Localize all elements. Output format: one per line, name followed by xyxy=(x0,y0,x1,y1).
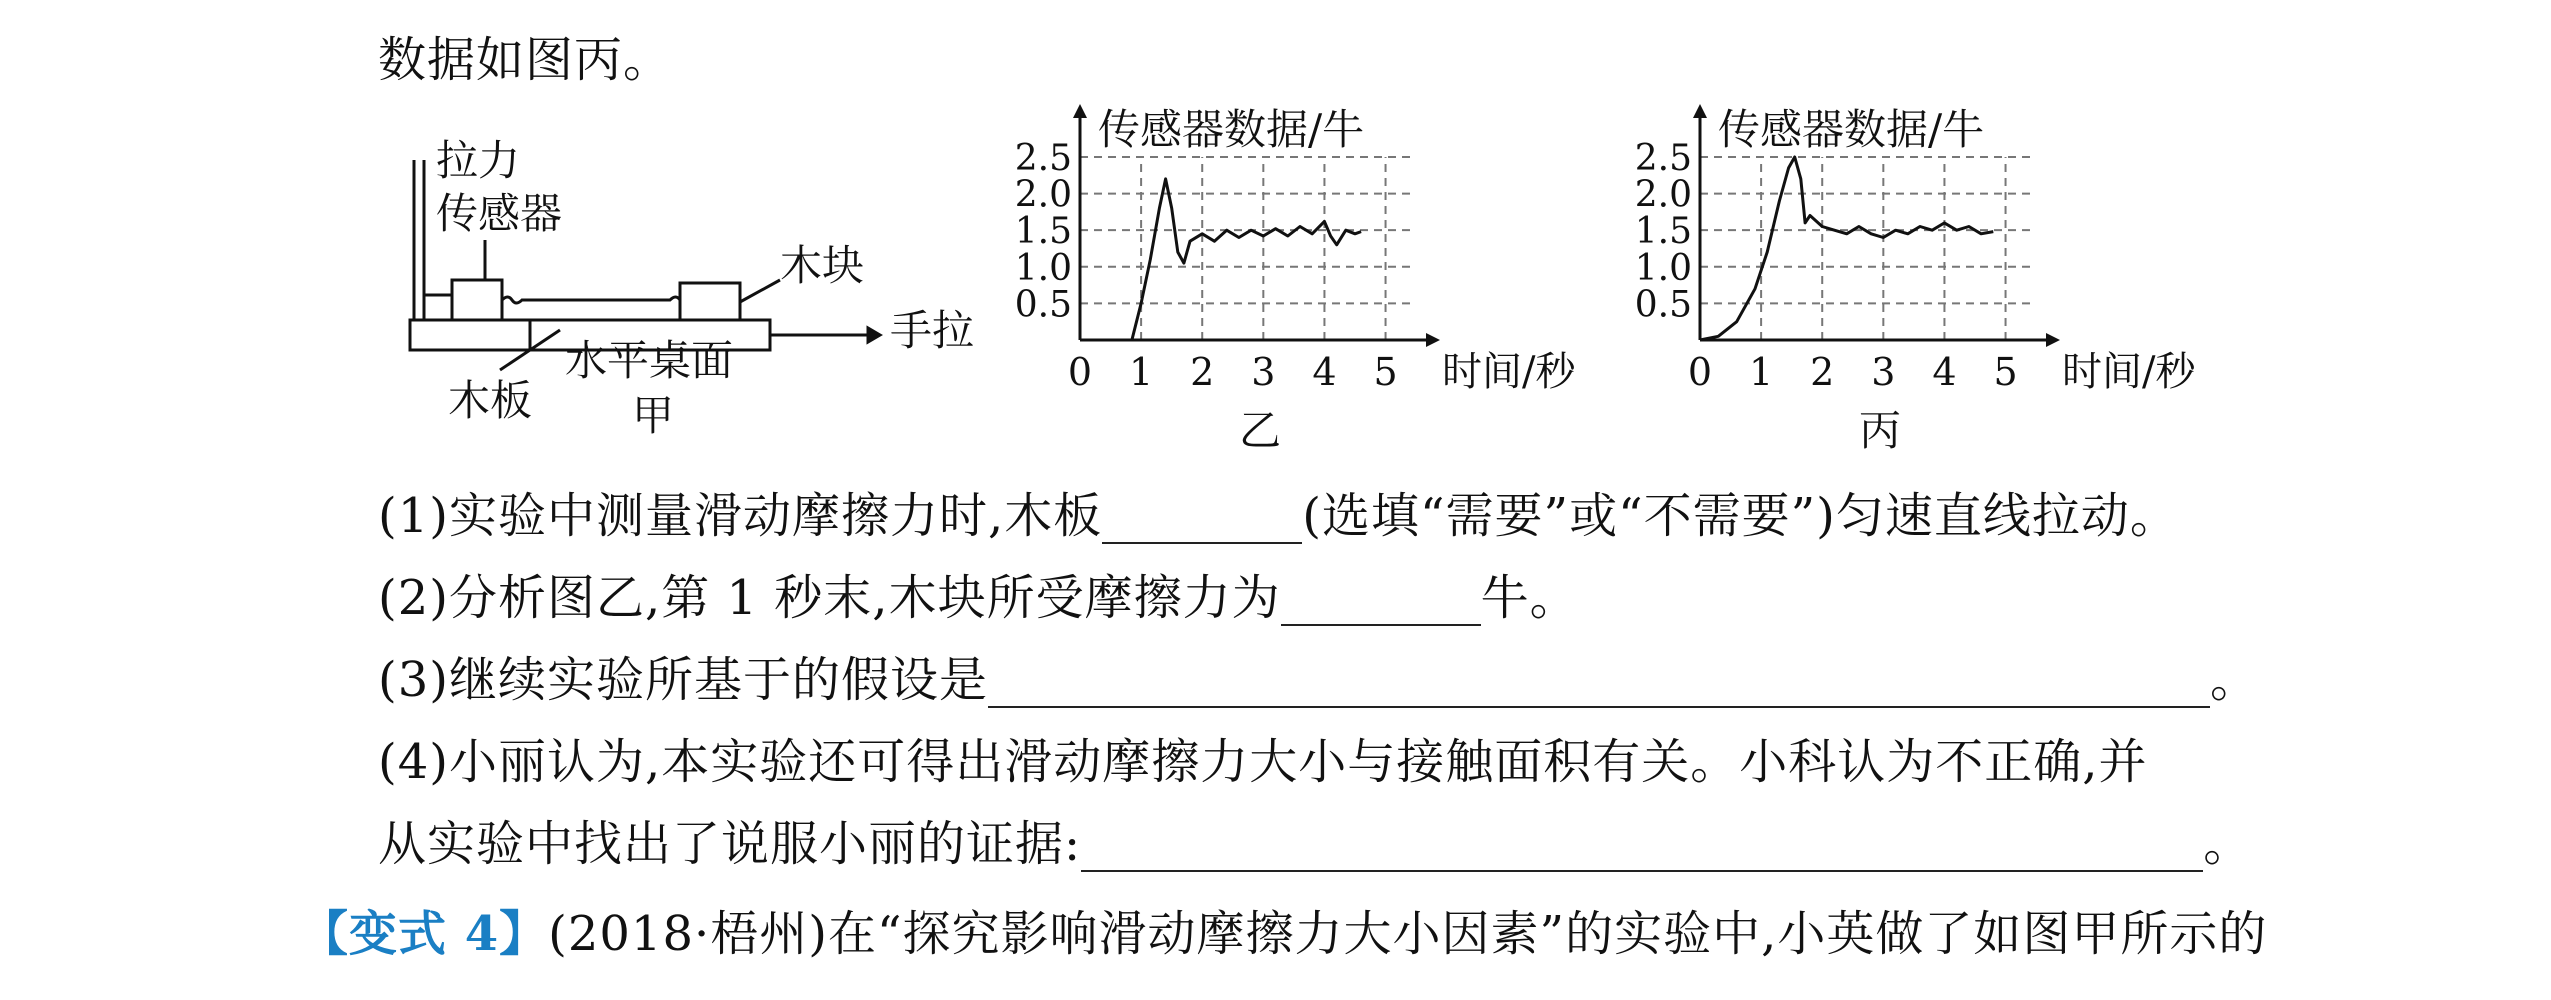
q4-answer-blank[interactable] xyxy=(1081,826,2203,872)
board-label: 木板 xyxy=(448,376,533,425)
q2-answer-blank[interactable] xyxy=(1281,580,1481,626)
desk-label: 水平桌面 xyxy=(565,336,734,385)
y-tick-label: 2.5 xyxy=(1014,137,1072,179)
x-tick-label: 1 xyxy=(1749,350,1774,394)
y-tick-label: 2.0 xyxy=(1014,174,1072,216)
pull-label: 手拉 xyxy=(890,306,975,355)
x-axis-arrow xyxy=(2046,333,2060,347)
q2-text-before: (2)分析图乙,第 1 秒末,木块所受摩擦力为 xyxy=(378,570,1281,626)
q1-text-before: (1)实验中测量滑动摩擦力时,木板 xyxy=(378,488,1103,544)
y-tick-label: 1.0 xyxy=(1634,247,1692,289)
q3-text-before: (3)继续实验所基于的假设是 xyxy=(378,652,988,708)
variant-line xyxy=(300,906,2267,962)
block-label: 木块 xyxy=(780,241,865,290)
x-tick-label: 4 xyxy=(1312,350,1337,394)
y-tick-label: 2.0 xyxy=(1634,174,1692,216)
x-tick-label: 0 xyxy=(1687,350,1713,394)
q1-answer-blank[interactable] xyxy=(1102,498,1302,544)
x-tick-label: 5 xyxy=(1373,350,1398,394)
y-tick-label: 2.5 xyxy=(1634,137,1692,179)
x-tick-label: 5 xyxy=(1993,350,2018,394)
q3-text-after: 。 xyxy=(2210,652,2260,708)
x-tick-label: 2 xyxy=(1190,350,1215,394)
q4-text-after: 。 xyxy=(2203,816,2253,872)
figure-jia-caption: 甲 xyxy=(632,391,675,440)
q3-answer-blank[interactable] xyxy=(988,662,2210,708)
x-tick-label: 0 xyxy=(1067,350,1093,394)
sensor-label-2: 传感器 xyxy=(436,189,563,238)
x-axis-arrow xyxy=(1426,333,1440,347)
y-tick-label: 1.5 xyxy=(1634,211,1692,253)
y-tick-label: 1.0 xyxy=(1014,247,1072,289)
variant-tag: 【变式 4】 xyxy=(300,906,549,962)
sensor-label-1: 拉力 xyxy=(436,136,521,185)
sensor-box xyxy=(452,280,502,320)
intro-line: 数据如图丙。 xyxy=(378,32,673,88)
question-4-line-1: (4)小丽认为,本实验还可得出滑动摩擦力大小与接触面积有关。小科认为不正确,并 xyxy=(378,734,2148,790)
wood-block xyxy=(680,283,740,320)
series-line xyxy=(1700,157,1993,340)
x-tick-label: 3 xyxy=(1871,350,1896,394)
x-axis-label: 时间/秒 xyxy=(2062,349,2196,395)
q4-text-before: 从实验中找出了说服小丽的证据: xyxy=(378,816,1082,872)
figure-jia-apparatus xyxy=(400,130,1000,460)
chart-caption: 丙 xyxy=(1858,406,1902,455)
q2-text-after: 牛。 xyxy=(1480,570,1579,626)
x-tick-label: 4 xyxy=(1932,350,1957,394)
y-axis-label: 传感器数据/牛 xyxy=(1718,105,1985,154)
y-tick-label: 1.5 xyxy=(1014,211,1072,253)
question-3 xyxy=(378,652,2259,708)
question-4-line-2 xyxy=(378,816,2252,872)
chart-bing xyxy=(1620,100,2230,460)
variant-text: (2018·梧州)在“探究影响滑动摩擦力大小因素”的实验中,小英做了如图甲所示的 xyxy=(548,906,2268,962)
series-line xyxy=(1132,179,1361,340)
x-tick-label: 1 xyxy=(1129,350,1154,394)
question-2 xyxy=(378,570,1579,626)
y-axis-label: 传感器数据/牛 xyxy=(1098,105,1365,154)
y-axis-arrow xyxy=(1073,104,1087,118)
q1-text-after: (选填“需要”或“不需要”)匀速直线拉动。 xyxy=(1302,488,2179,544)
x-tick-label: 2 xyxy=(1810,350,1835,394)
y-tick-label: 0.5 xyxy=(1634,284,1692,326)
chart-caption: 乙 xyxy=(1238,406,1282,455)
question-1 xyxy=(378,488,2179,544)
x-axis-label: 时间/秒 xyxy=(1442,349,1576,395)
y-tick-label: 0.5 xyxy=(1014,284,1072,326)
chart-yi xyxy=(1000,100,1610,460)
y-axis-arrow xyxy=(1693,104,1707,118)
x-tick-label: 3 xyxy=(1251,350,1276,394)
